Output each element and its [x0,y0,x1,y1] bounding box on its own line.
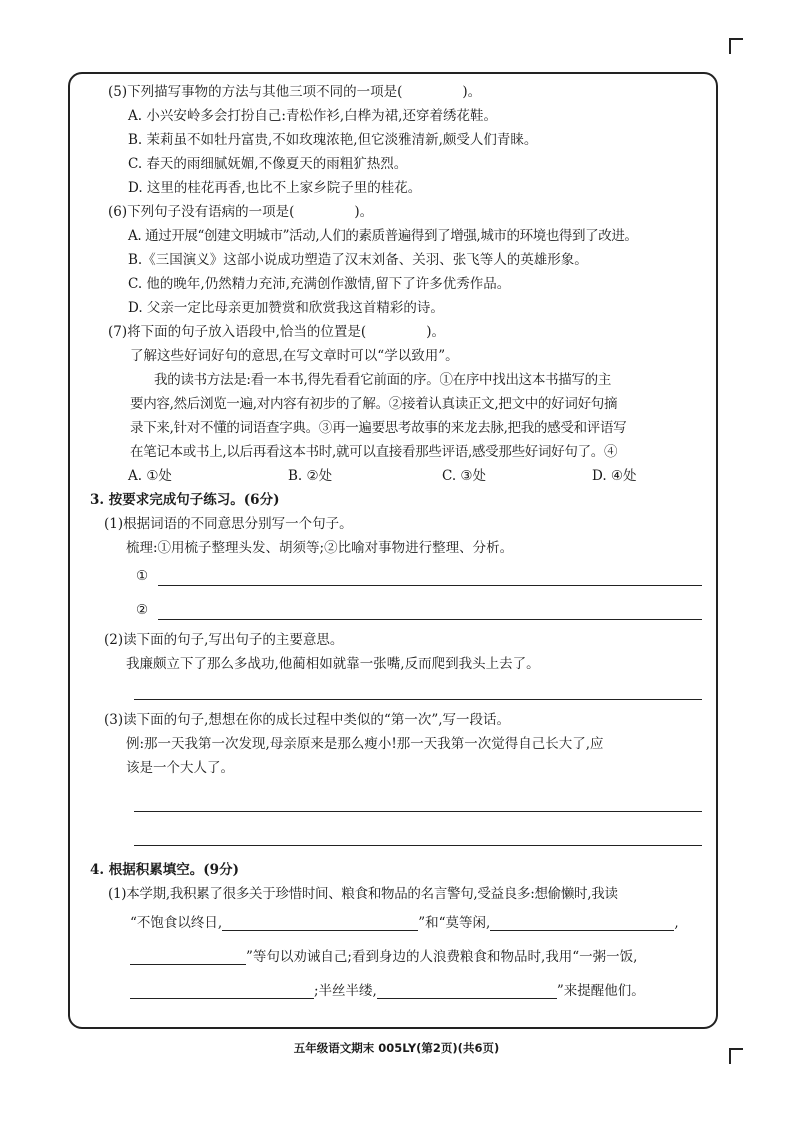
s4-p1-line-2: “不饱食以终日, ”和“莫等闲, , [82,906,712,940]
q6-option-b: B.《三国演义》这部小说成功塑造了汉末刘备、关羽、张飞等人的英雄形象。 [128,252,588,268]
corner-mark-top [729,38,743,54]
s3-p3-example: 例:那一天我第一次发现,母亲原来是那么瘦小!那一天我第一次觉得自己长大了,应 [126,736,604,752]
circled-one: ① [136,568,149,584]
s4-p1-line-4: ;半丝半缕, ”来提醒他们。 [82,974,712,1008]
s4-p1-line-1: (1)本学期,我积累了很多关于珍惜时间、粮食和物品的名言警句,受益良多:想偷懒时,我读 [108,886,618,902]
s3-p1-hint: 梳理:①用梳子整理头发、胡须等;②比喻对事物进行整理、分析。 [126,540,514,556]
answer-line[interactable] [134,845,702,846]
s3-p3-answer-2[interactable] [82,820,712,854]
s3-p3-stem: (3)读下面的句子,想想在你的成长过程中类似的“第一次”,写一段话。 [104,712,511,728]
q7-passage-line: 录下来,针对不懂的词语查字典。③再一遍要思考故事的来龙去脉,把我的感受和评语写 [130,420,627,436]
fill-blank[interactable] [222,912,418,931]
page-footer: 五年级语文期末 005LY(第2页)(共6页) [293,1041,500,1055]
q7-option-b: B. ②处 [288,468,333,484]
section-4-title: 4. 根据积累填空。(9分) [90,862,239,878]
section-3-title: 3. 按要求完成句子练习。(6分) [90,492,280,508]
s3-p1-stem: (1)根据词语的不同意思分别写一个句子。 [104,516,353,532]
circled-two: ② [136,602,149,618]
q6-option-d: D. 父亲一定比母亲更加赞赏和欣赏我这首精彩的诗。 [128,300,444,316]
q7-options [82,464,712,488]
s4-p1-line-3: ”等句以劝诫自己;看到身边的人浪费粮食和物品时,我用“一粥一饭, [82,940,712,974]
s3-p2-stem: (2)读下面的句子,写出句子的主要意思。 [104,632,344,648]
q6-option-a: A. 通过开展“创建文明城市”活动,人们的素质普遍得到了增强,城市的环境也得到了改进。 [128,228,638,244]
s3-p1-answer-2[interactable] [82,594,712,628]
answer-line[interactable] [134,811,702,812]
q7-passage-line: 在笔记本或书上,以后再看这本书时,就可以直接看那些评语,感受那些好词好句了。④ [130,444,618,460]
answer-line[interactable] [158,619,702,620]
q7-option-a: A. ①处 [128,468,172,484]
q7-passage-line: 要内容,然后浏览一遍,对内容有初步的了解。②接着认真读正文,把文中的好词好句摘 [130,396,618,412]
answer-line[interactable] [158,585,702,586]
fill-blank[interactable] [130,980,314,999]
fill-blank[interactable] [377,980,557,999]
q5-option-c: C. 春天的雨细腻妩媚,不像夏天的雨粗犷热烈。 [128,156,408,172]
fill-blank[interactable] [130,946,246,965]
s3-p1-answer-1[interactable] [82,560,712,594]
s3-p3-answer-1[interactable] [82,780,712,820]
q6-stem: (6)下列句子没有语病的一项是( )。 [108,204,374,220]
q7-sentence: 了解这些好词好句的意思,在写文章时可以“学以致用”。 [130,348,459,364]
answer-line[interactable] [134,699,702,700]
q7-stem: (7)将下面的句子放入语段中,恰当的位置是( )。 [108,324,445,340]
fill-blank[interactable] [490,912,674,931]
q5-option-b: B. 茉莉虽不如牡丹富贵,不如玫瑰浓艳,但它淡雅清新,颇受人们青睐。 [128,132,538,148]
page-content [82,80,712,1008]
s3-p2-sentence: 我廉颇立下了那么多战功,他蔺相如就靠一张嘴,反而爬到我头上去了。 [126,656,540,672]
q7-passage-line: 我的读书方法是:看一本书,得先看看它前面的序。①在序中找出这本书描写的主 [154,372,612,388]
s3-p2-answer[interactable] [82,676,712,704]
q7-option-c: C. ③处 [442,468,487,484]
s3-p3-example: 该是一个大人了。 [126,760,234,776]
q5-option-a: A. 小兴安岭多会打扮自己:青松作衫,白桦为裙,还穿着绣花鞋。 [128,108,497,124]
q5-stem: (5)下列描写事物的方法与其他三项不同的一项是( )。 [108,84,482,100]
q5-option-d: D. 这里的桂花再香,也比不上家乡院子里的桂花。 [128,180,422,196]
q7-option-d: D. ④处 [592,468,637,484]
q6-option-c: C. 他的晚年,仍然精力充沛,充满创作激情,留下了许多优秀作品。 [128,276,511,292]
